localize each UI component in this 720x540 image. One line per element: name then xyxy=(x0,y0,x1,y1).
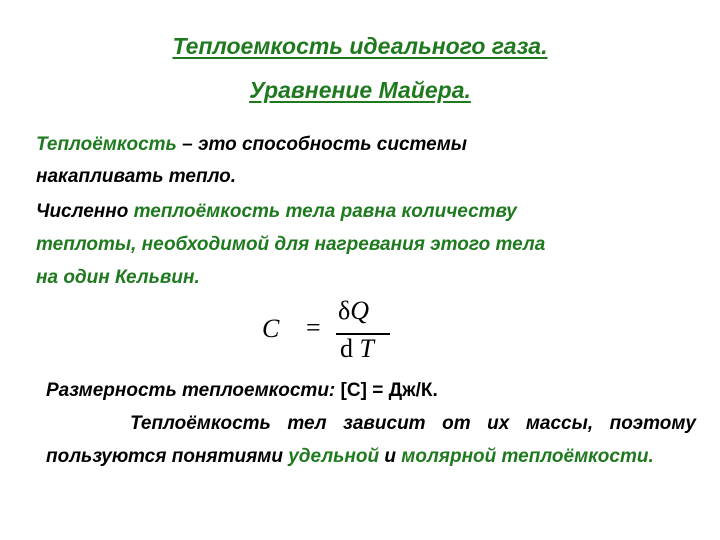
definition-text-1: – это способность системы xyxy=(176,134,468,155)
formula-lhs: C xyxy=(262,314,280,343)
formula-delta: δ xyxy=(338,296,351,325)
dependence-specific: удельной xyxy=(288,446,380,467)
definition-paragraph xyxy=(36,129,696,193)
formula-equals: = xyxy=(306,313,321,342)
heat-capacity-formula xyxy=(258,296,408,376)
numeric-lead: Численно xyxy=(36,201,134,222)
dimension-label: Размерность теплоемкости: xyxy=(46,380,336,401)
formula-denominator xyxy=(340,334,374,364)
dependence-molar: молярной теплоёмкости. xyxy=(401,446,654,467)
numeric-text-3: на один Кельвин. xyxy=(36,267,200,288)
formula-d: d xyxy=(340,334,353,363)
slide-title-line-1: Теплоемкость идеального газа. xyxy=(172,33,548,59)
dependence-conjunction: и xyxy=(379,446,402,467)
slide-title-line-2: Уравнение Майера. xyxy=(249,77,471,103)
dimension-value: [C] = Дж/К. xyxy=(335,380,438,401)
definition-term: Теплоёмкость xyxy=(36,134,177,155)
dependence-text: Теплоёмкость тел зависит от их массы, поэтому пользуются понятиями xyxy=(46,413,696,467)
dimension-paragraph xyxy=(46,374,696,473)
numeric-definition-paragraph xyxy=(36,195,696,294)
numeric-text-1: теплоёмкость тела равна количеству xyxy=(133,201,517,222)
formula-t: T xyxy=(359,334,374,363)
numeric-text-2: теплоты, необходимой для нагревания этого тела xyxy=(36,234,546,255)
formula-q: Q xyxy=(350,296,370,325)
definition-text-2: накапливать тепло. xyxy=(36,166,237,187)
formula-numerator xyxy=(338,296,369,326)
